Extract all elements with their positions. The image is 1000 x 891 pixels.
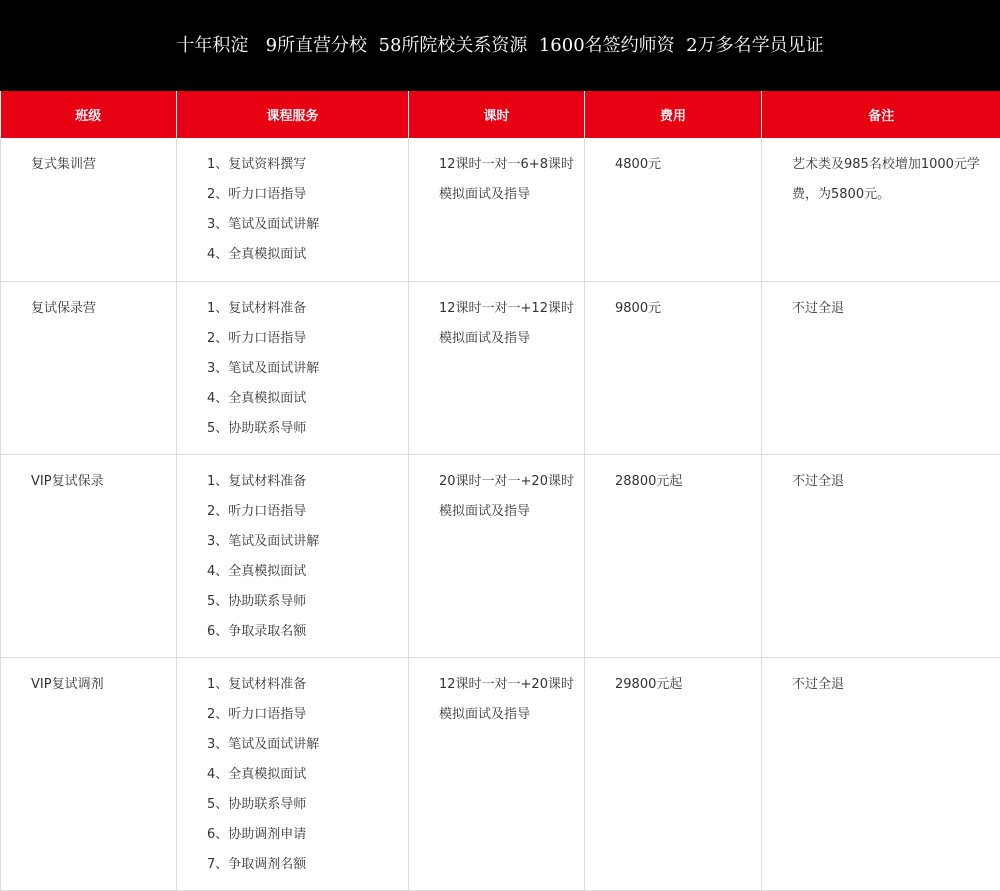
banner-item-2: 9所直营分校	[265, 34, 368, 56]
class-name-cell: 复式集训营	[1, 138, 177, 281]
header-note: 备注	[762, 91, 1000, 138]
header-fee: 费用	[585, 91, 762, 138]
service-item: 2、听力口语指导	[207, 706, 307, 722]
service-item: 2、听力口语指导	[207, 503, 307, 519]
hours-cell: 12课时一对一+12课时模拟面试及指导	[409, 281, 585, 454]
services-cell	[177, 281, 409, 454]
service-item: 6、协助调剂申请	[207, 826, 307, 842]
banner	[0, 0, 1000, 91]
header-services: 课程服务	[177, 91, 409, 138]
banner-item-3: 58所院校关系资源	[378, 34, 528, 56]
note-cell: 不过全退	[762, 454, 1000, 657]
table-header-row	[1, 91, 1000, 138]
table-row	[1, 138, 1000, 281]
table-row	[1, 454, 1000, 657]
note-cell: 不过全退	[762, 281, 1000, 454]
services-cell	[177, 454, 409, 657]
course-table	[0, 91, 1000, 891]
class-name-cell: VIP复试保录	[1, 454, 177, 657]
banner-item-1: 十年积淀	[176, 34, 249, 56]
hours-cell: 12课时一对一+20课时模拟面试及指导	[409, 657, 585, 890]
fee-cell: 9800元	[585, 281, 762, 454]
service-item: 5、协助联系导师	[207, 420, 307, 436]
note-cell: 艺术类及985名校增加1000元学费，为5800元。	[762, 138, 1000, 281]
banner-item-4: 1600名签约师资	[538, 34, 675, 56]
table-row	[1, 657, 1000, 890]
class-name-cell: VIP复试调剂	[1, 657, 177, 890]
services-cell	[177, 138, 409, 281]
hours-cell: 12课时一对一6+8课时模拟面试及指导	[409, 138, 585, 281]
service-item: 5、协助联系导师	[207, 593, 307, 609]
service-item: 1、复试材料准备	[207, 473, 307, 489]
service-item: 3、笔试及面试讲解	[207, 736, 320, 752]
fee-cell: 29800元起	[585, 657, 762, 890]
service-item: 7、争取调剂名额	[207, 856, 307, 872]
service-item: 2、听力口语指导	[207, 187, 307, 202]
service-item: 2、听力口语指导	[207, 330, 307, 346]
service-item: 4、全真模拟面试	[207, 563, 307, 579]
header-hours: 课时	[409, 91, 585, 138]
service-item: 5、协助联系导师	[207, 796, 307, 812]
service-item: 6、争取录取名额	[207, 623, 307, 639]
service-item: 3、笔试及面试讲解	[207, 217, 320, 232]
banner-item-5: 2万多名学员见证	[686, 34, 824, 56]
service-item: 1、复试材料准备	[207, 300, 307, 316]
fee-cell: 4800元	[585, 138, 762, 281]
service-item: 4、全真模拟面试	[207, 390, 307, 406]
service-item: 4、全真模拟面试	[207, 247, 307, 262]
table-row	[1, 281, 1000, 454]
fee-cell: 28800元起	[585, 454, 762, 657]
header-class: 班级	[1, 91, 177, 138]
service-item: 4、全真模拟面试	[207, 766, 307, 782]
note-cell: 不过全退	[762, 657, 1000, 890]
service-item: 3、笔试及面试讲解	[207, 360, 320, 376]
services-cell	[177, 657, 409, 890]
service-item: 1、复试材料准备	[207, 676, 307, 692]
hours-cell: 20课时一对一+20课时模拟面试及指导	[409, 454, 585, 657]
service-item: 1、复试资料撰写	[207, 157, 307, 172]
service-item: 3、笔试及面试讲解	[207, 533, 320, 549]
class-name-cell: 复试保录营	[1, 281, 177, 454]
